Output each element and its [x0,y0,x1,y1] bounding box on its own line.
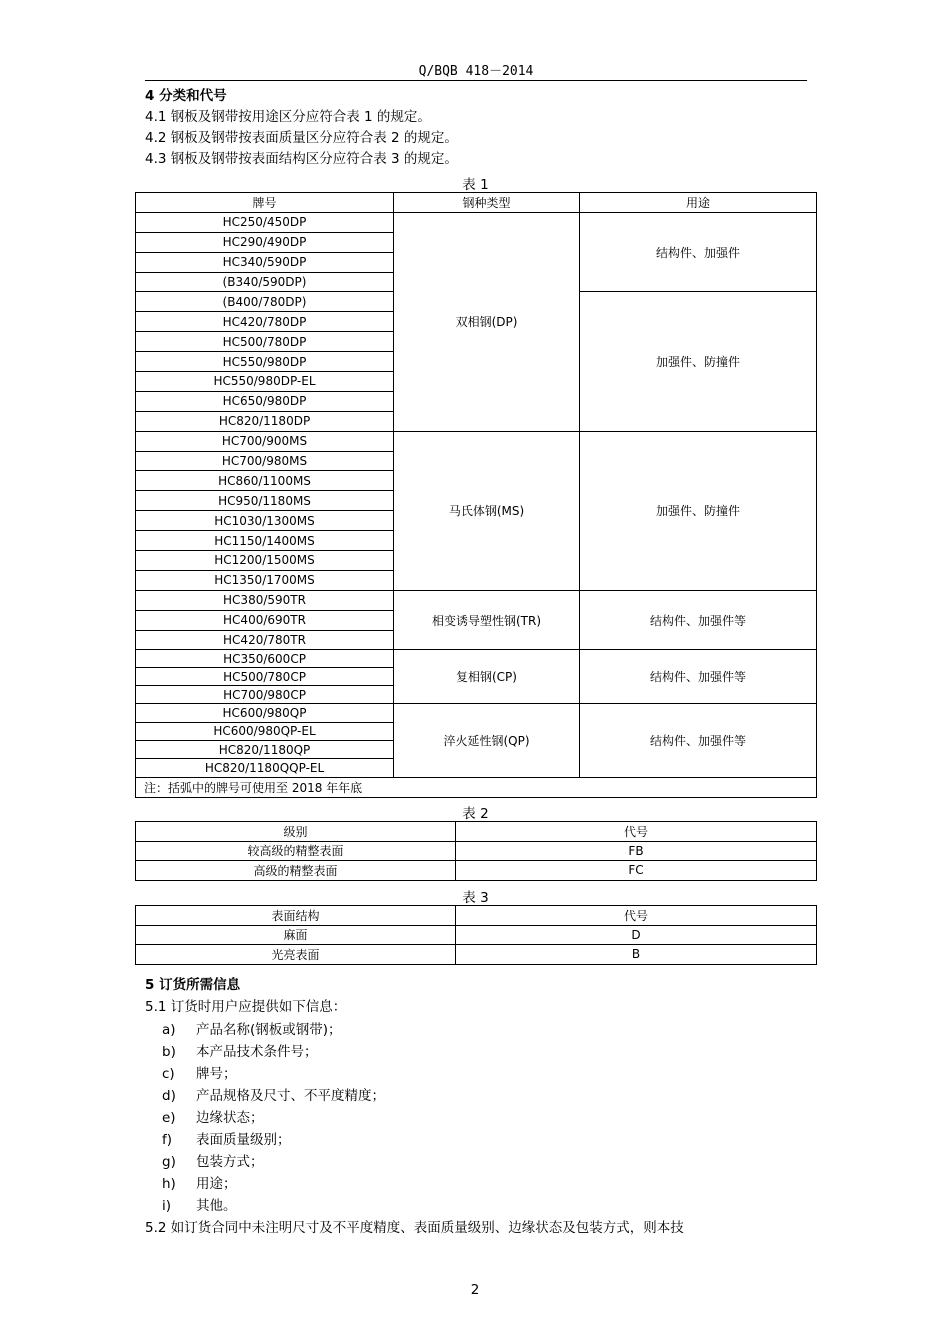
grade-cell: HC500/780CP [136,668,394,686]
table-2 [135,821,817,881]
list-item-label: d) [162,1088,176,1104]
level-cell: 高级的精整表面 [136,861,456,881]
grade-cell: HC1350/1700MS [136,570,394,590]
grade-cell: (B340/590DP) [136,272,394,292]
clause-5-2: 5.2 如订货合同中未注明尺寸及不平度精度、表面质量级别、边缘状态及包装方式，则本技 [145,1220,684,1236]
grade-cell: HC1030/1300MS [136,511,394,531]
list-item-text: 边缘状态； [196,1110,264,1126]
code-cell: B [456,945,817,965]
surface-cell: 光亮表面 [136,945,456,965]
table-1-caption: 表 1 [462,177,489,193]
steel-type-cell: 相变诱导塑性钢(TR) [394,590,580,650]
grade-cell: HC550/980DP-EL [136,372,394,392]
table-row [136,861,817,881]
list-item-label: a) [162,1022,176,1038]
level-cell: 较高级的精整表面 [136,841,456,861]
clause-4-3: 4.3 钢板及钢带按表面结构区分应符合表 3 的规定。 [145,151,458,167]
steel-type-cell: 复相钢(CP) [394,650,580,704]
header-cell: 用途 [580,193,817,213]
list-item-label: i) [162,1198,172,1214]
list-item-label: c) [162,1066,175,1082]
header-cell: 牌号 [136,193,394,213]
grade-cell: HC600/980QP [136,704,394,722]
grade-cell: HC250/450DP [136,212,394,232]
use-cell: 结构件、加强件等 [580,650,817,704]
list-item-label: b) [162,1044,176,1060]
code-cell: FC [456,861,817,881]
header-cell: 代号 [456,822,817,842]
clause-5-1: 5.1 订货时用户应提供如下信息： [145,999,347,1015]
list-item-label: g) [162,1154,176,1170]
list-item-text: 包装方式； [196,1154,264,1170]
grade-cell: HC550/980DP [136,352,394,372]
table-row [136,704,817,722]
grade-cell: HC700/980CP [136,686,394,704]
grade-cell: HC820/1180QP [136,741,394,759]
header-cell: 表面结构 [136,906,456,926]
table-3 [135,905,817,965]
table-row [136,650,817,668]
grade-cell: HC500/780DP [136,332,394,352]
grade-cell: HC700/980MS [136,451,394,471]
list-item-text: 牌号； [196,1066,237,1082]
header-cell: 代号 [456,906,817,926]
steel-type-cell: 马氏体钢(MS) [394,431,580,590]
use-cell: 结构件、加强件等 [580,590,817,650]
grade-cell: HC950/1180MS [136,491,394,511]
grade-cell: HC400/690TR [136,610,394,630]
steel-type-cell: 双相钢(DP) [394,212,580,431]
clause-4-1: 4.1 钢板及钢带按用途区分应符合表 1 的规定。 [145,109,431,125]
grade-cell: HC650/980DP [136,391,394,411]
list-item-text: 其他。 [196,1198,237,1214]
code-cell: FB [456,841,817,861]
grade-cell: (B400/780DP) [136,292,394,312]
page-number: 2 [470,1282,480,1298]
use-cell: 结构件、加强件 [580,212,817,292]
table-header-row [136,193,817,213]
table-row [136,841,817,861]
list-item-text: 用途； [196,1176,237,1192]
section-5-title: 5 订货所需信息 [145,977,241,993]
table-note: 注：括弧中的牌号可使用至 2018 年年底 [136,777,817,797]
grade-cell: HC820/1180DP [136,411,394,431]
header-cell: 级别 [136,822,456,842]
list-item-label: e) [162,1110,176,1126]
header-cell: 钢种类型 [394,193,580,213]
table-row [136,212,817,232]
list-item-text: 本产品技术条件号； [196,1044,318,1060]
steel-type-cell: 淬火延性钢(QP) [394,704,580,777]
section-4-title: 4 分类和代号 [145,88,227,104]
table-row [136,925,817,945]
table-note-row [136,777,817,797]
grade-cell: HC340/590DP [136,252,394,272]
grade-cell: HC420/780TR [136,630,394,650]
surface-cell: 麻面 [136,925,456,945]
grade-cell: HC820/1180QQP-EL [136,759,394,777]
grade-cell: HC1200/1500MS [136,551,394,571]
use-cell: 加强件、防撞件 [580,292,817,431]
list-item-label: h) [162,1176,176,1192]
table-header-row [136,822,817,842]
table-row [136,590,817,610]
list-item-text: 表面质量级别； [196,1132,291,1148]
list-item-text: 产品规格及尺寸、不平度精度； [196,1088,385,1104]
clause-4-2: 4.2 钢板及钢带按表面质量区分应符合表 2 的规定。 [145,130,458,146]
grade-cell: HC700/900MS [136,431,394,451]
grade-cell: HC600/980QP-EL [136,722,394,740]
grade-cell: HC420/780DP [136,312,394,332]
list-item-label: f) [162,1132,173,1148]
grade-cell: HC380/590TR [136,590,394,610]
grade-cell: HC860/1100MS [136,471,394,491]
code-cell: D [456,925,817,945]
table-header-row [136,906,817,926]
table-2-caption: 表 2 [462,806,489,822]
grade-cell: HC290/490DP [136,232,394,252]
use-cell: 加强件、防撞件 [580,431,817,590]
use-cell: 结构件、加强件等 [580,704,817,777]
list-item-text: 产品名称(钢板或钢带)； [196,1022,342,1038]
document-id: Q/BQB 418－2014 [418,64,534,79]
table-row [136,431,817,451]
grade-cell: HC1150/1400MS [136,531,394,551]
grade-cell: HC350/600CP [136,650,394,668]
table-3-caption: 表 3 [462,890,489,906]
table-1 [135,192,817,798]
header-rule [145,80,807,81]
table-row [136,945,817,965]
